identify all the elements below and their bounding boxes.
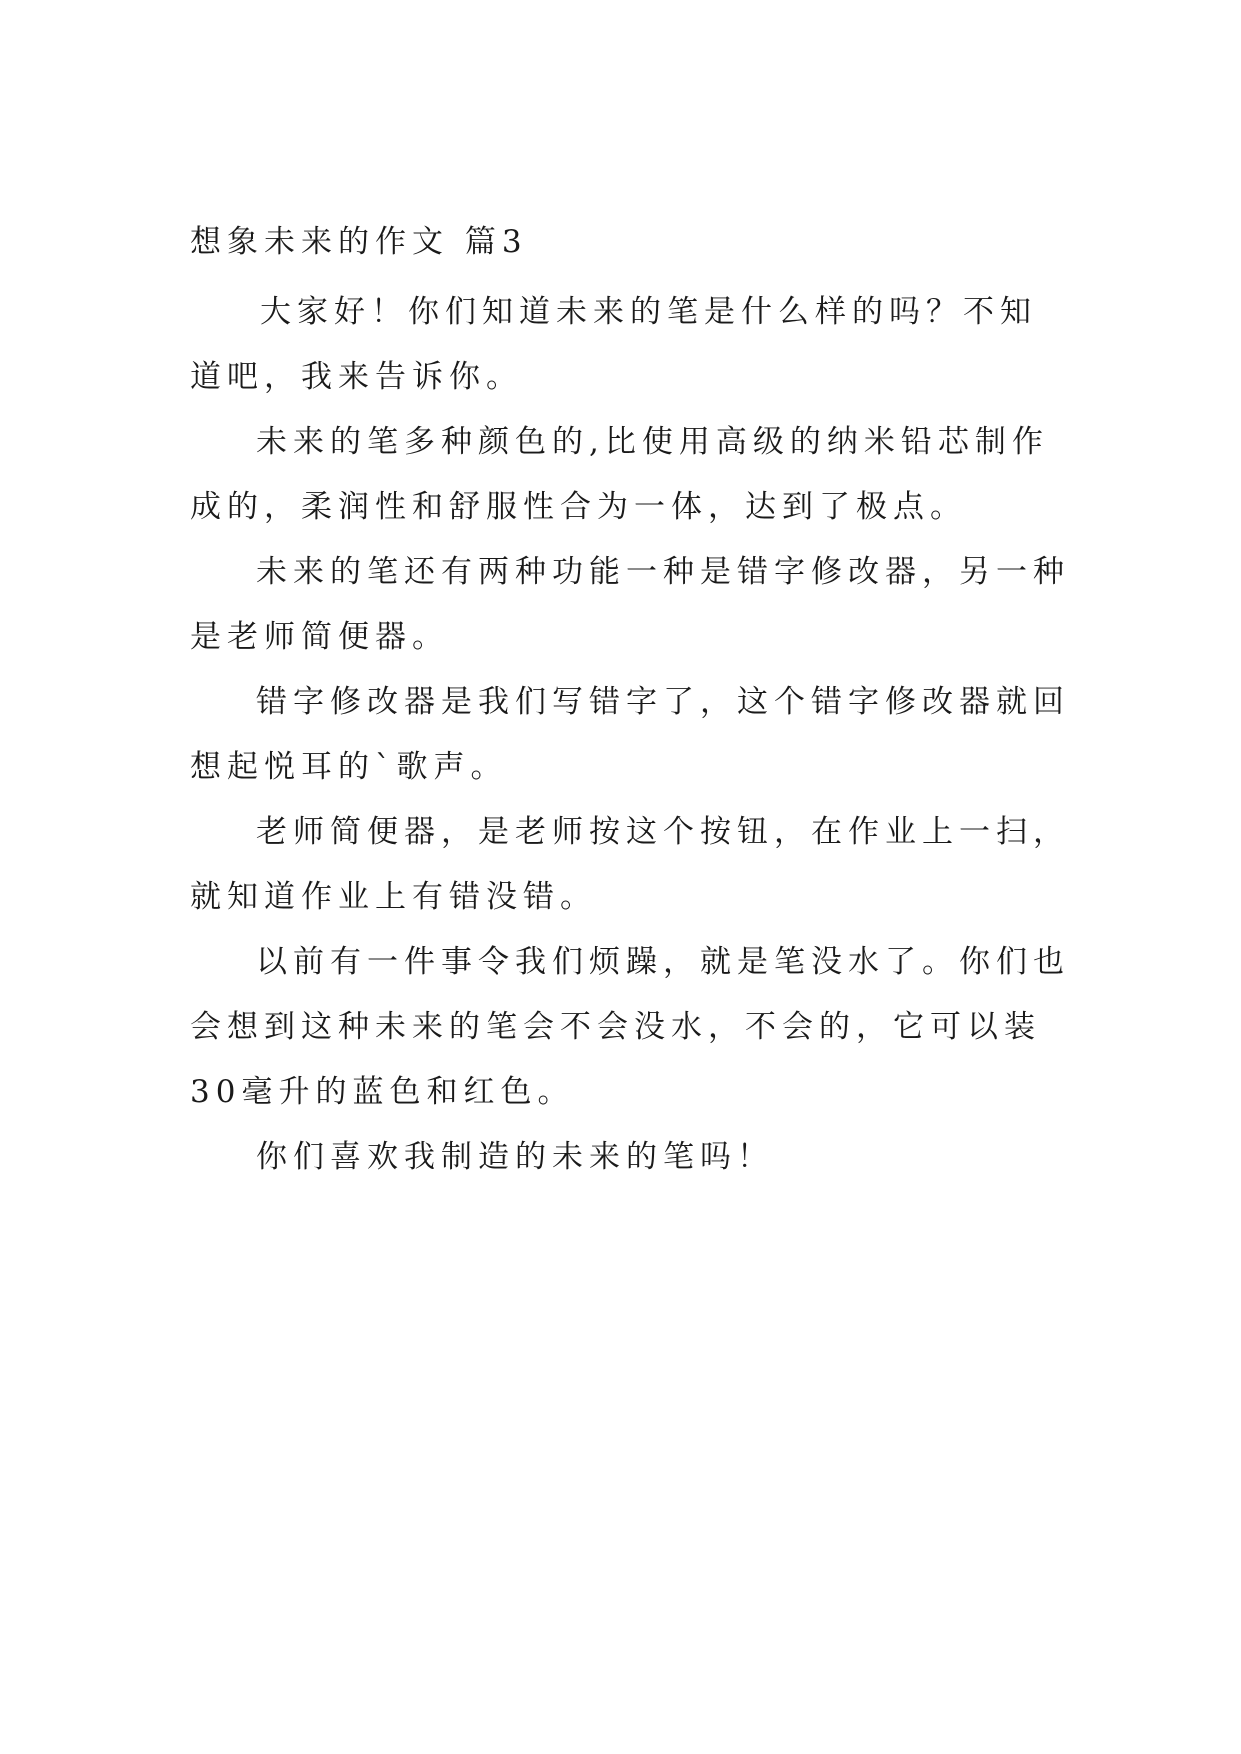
paragraph-4: 错字修改器是我们写错字了，这个错字修改器就回想起悦耳的`歌声。 [190, 684, 1070, 785]
paragraph-1: 大家好！你们知道未来的笔是什么样的吗？不知道吧，我来告诉你。 [190, 294, 1037, 395]
paragraph-3: 未来的笔还有两种功能一种是错字修改器，另一种是老师简便器。 [190, 554, 1070, 655]
paragraph-2: 未来的笔多种颜色的,比使用高级的纳米铅芯制作成的，柔润性和舒服性合为一体，达到了极点。 [190, 424, 1049, 525]
essay-title: 想象未来的作文 篇3 [190, 224, 528, 260]
paragraph-7: 你们喜欢我制造的未来的笔吗！ [256, 1139, 774, 1175]
paragraph-5: 老师简便器，是老师按这个按钮，在作业上一扫，就知道作业上有错没错。 [190, 814, 1070, 915]
paragraph-6: 以前有一件事令我们烦躁，就是笔没水了。你们也会想到这种未来的笔会不会没水，不会的，它可以装30毫升的蓝色和红色。 [190, 944, 1070, 1110]
document-body [190, 222, 1070, 1190]
